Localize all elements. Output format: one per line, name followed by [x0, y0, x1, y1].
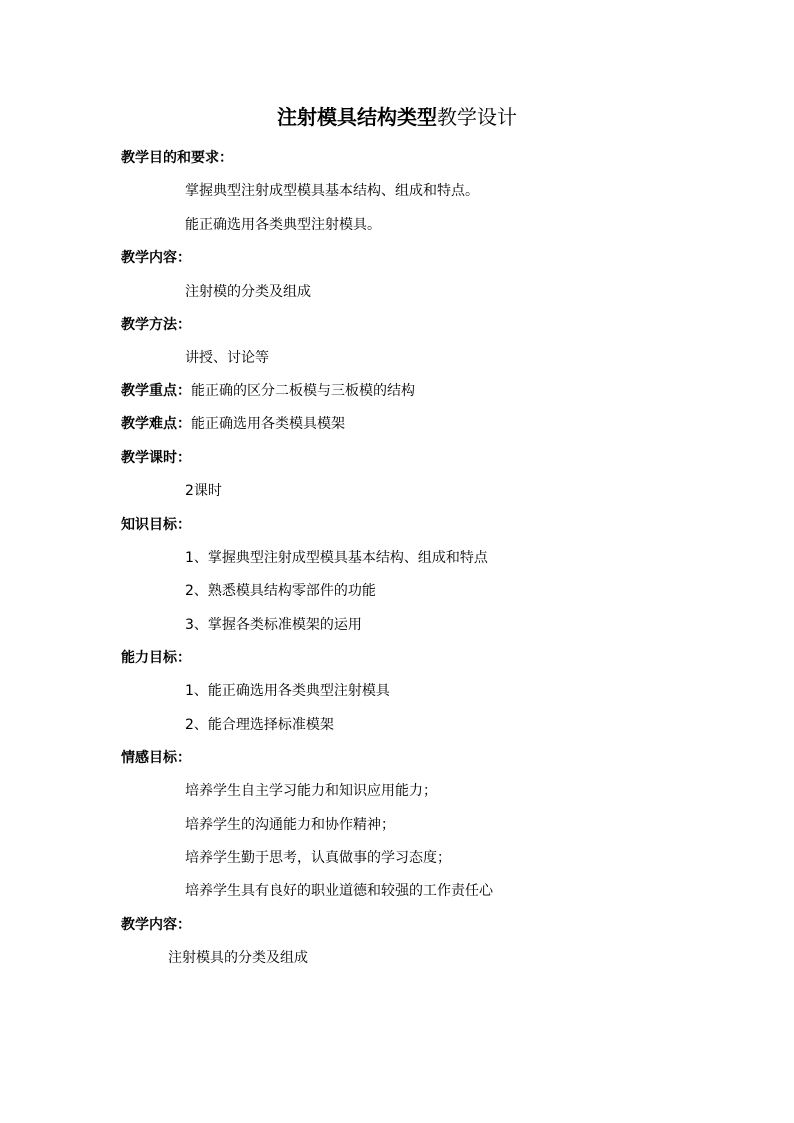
ability-item: 1、能正确选用各类典型注射模具	[185, 683, 390, 699]
title-suffix: 教学设计	[437, 105, 517, 129]
title-main: 注射模具结构类型	[277, 105, 437, 129]
emotion-item: 培养学生勤于思考，认真做事的学习态度；	[185, 850, 451, 866]
difficulty-row	[121, 414, 345, 434]
difficulty-label: 教学难点：	[121, 416, 191, 432]
content2-heading: 教学内容：	[121, 917, 191, 933]
difficulty-value: 能正确选用各类模具模架	[191, 416, 345, 432]
method-item: 讲授、讨论等	[185, 350, 269, 366]
document-title	[0, 102, 794, 132]
key-point-label: 教学重点：	[121, 383, 191, 399]
key-point-value: 能正确的区分二板模与三板模的结构	[191, 383, 415, 399]
method-heading: 教学方法：	[121, 317, 191, 333]
hours-item: 2课时	[185, 483, 222, 499]
emotion-heading: 情感目标：	[121, 750, 191, 766]
key-point-row	[121, 381, 415, 401]
emotion-item: 培养学生的沟通能力和协作精神；	[185, 817, 395, 833]
objectives-heading: 教学目的和要求：	[121, 150, 233, 166]
knowledge-heading: 知识目标：	[121, 517, 191, 533]
emotion-item: 培养学生自主学习能力和知识应用能力；	[185, 783, 437, 799]
content-item: 注射模的分类及组成	[185, 284, 311, 300]
content-heading: 教学内容：	[121, 250, 191, 266]
objective-item: 掌握典型注射成型模具基本结构、组成和特点。	[185, 183, 479, 199]
hours-heading: 教学课时：	[121, 450, 191, 466]
knowledge-item: 2、熟悉模具结构零部件的功能	[185, 583, 376, 599]
ability-item: 2、能合理选择标准模架	[185, 717, 334, 733]
knowledge-item: 3、掌握各类标准模架的运用	[185, 617, 362, 633]
content2-item: 注射模具的分类及组成	[168, 950, 308, 966]
knowledge-item: 1、掌握典型注射成型模具基本结构、组成和特点	[185, 550, 488, 566]
objective-item: 能正确选用各类典型注射模具。	[185, 217, 381, 233]
emotion-item: 培养学生具有良好的职业道德和较强的工作责任心	[185, 883, 493, 899]
ability-heading: 能力目标：	[121, 650, 191, 666]
